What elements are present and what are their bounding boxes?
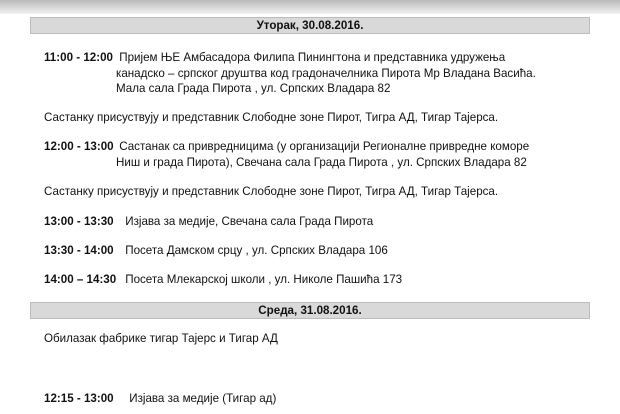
entry-description-continued: Ниш и града Пирота), Свечана сала Града Пирота , ул. Српских Владара 82 bbox=[116, 155, 527, 169]
entry-time: 11:00 - 12:00 bbox=[44, 51, 113, 64]
entry-description: Пријем ЊЕ Амбасадора Филипа Пинингтона и представника удружења bbox=[119, 51, 506, 64]
entry-time: 13:30 - 14:00 bbox=[44, 244, 114, 257]
attendance-note: Састанку присуствују и представник Слободне зоне Пирот, Тигра АД, Тигар Тајерса. bbox=[44, 185, 499, 198]
attendance-note: Састанку присуствују и представник Слободне зоне Пирот, Тигра АД, Тигар Тајерса. bbox=[44, 111, 499, 124]
page-top-edge bbox=[0, 0, 620, 14]
schedule-entry-media-statement bbox=[44, 214, 604, 230]
schedule-entry-business-meeting bbox=[44, 139, 604, 155]
schedule-entry-school-visit bbox=[44, 272, 604, 288]
entry-description: Састанак са привредницима (у организацији Регионалне привредне коморе bbox=[119, 140, 530, 153]
schedule-entry-reception bbox=[44, 50, 604, 66]
entry-time: 14:00 – 14:30 bbox=[44, 273, 117, 286]
schedule-entry-visit bbox=[44, 243, 604, 259]
entry-location: Мала сала Града Пирота , ул. Српских Владара 82 bbox=[116, 82, 391, 95]
entry-description: Посета Млекарској школи , ул. Николе Пашића 173 bbox=[125, 273, 403, 286]
entry-description: Посета Дамском срцу , ул. Српских Владара 106 bbox=[125, 244, 388, 257]
schedule-entry-media-statement-tigar bbox=[44, 391, 604, 407]
entry-time: 12:15 - 13:00 bbox=[44, 392, 114, 405]
entry-time: 12:00 - 13:00 bbox=[44, 140, 114, 153]
entry-description-continued: канадско – српског друштва код градоначелника Пирота Мр Владана Васића. bbox=[116, 66, 536, 80]
day-header-wednesday: Среда, 31.08.2016. bbox=[30, 302, 590, 319]
entry-time: 13:00 - 13:30 bbox=[44, 215, 114, 228]
entry-description: Изјава за медије, Свечана сала Града Пирота bbox=[125, 215, 374, 228]
day-header-tuesday: Уторак, 30.08.2016. bbox=[30, 17, 590, 34]
factory-tour-note: Обилазак фабрике тигар Тајерс и Тигар АД bbox=[44, 332, 278, 345]
entry-description: Изјава за медије (Тигар ад) bbox=[129, 392, 277, 405]
